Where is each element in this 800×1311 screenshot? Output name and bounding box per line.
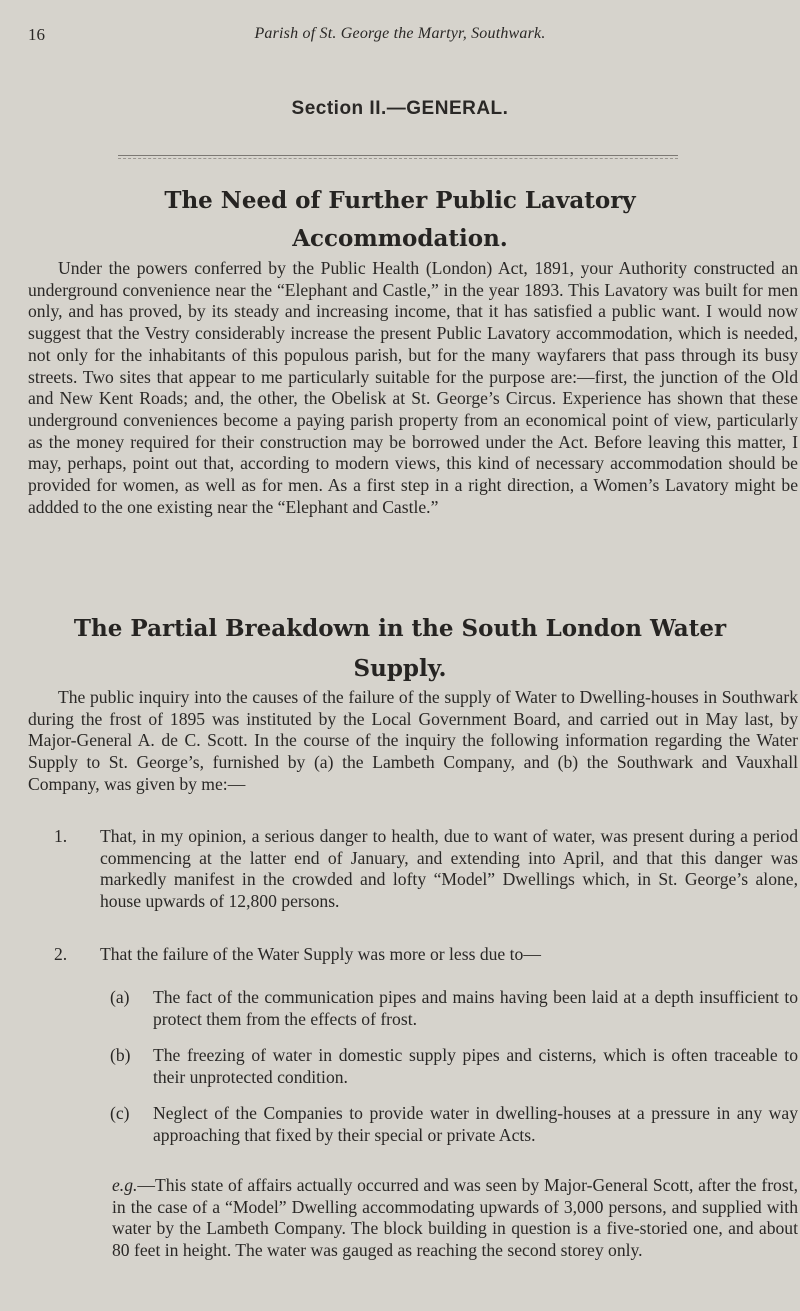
lavatory-paragraph-block: [28, 258, 798, 518]
list-item-number: 1.: [54, 826, 68, 846]
section-title: Section II.—GENERAL.: [291, 98, 509, 119]
list-item-1: [28, 826, 798, 913]
lavatory-paragraph: Under the powers conferred by the Public Health (London) Act, 1891, your Authority constructed an underground convenience near the “Elephant and Castle,” in the year 1893. This Lavatory was built for men only, and has proved, by its steady and increasing income, that it has satisfied a public want. I would now suggest that the Vestry considerably increase the present Public Lavatory accommodation, which is needed, not only for the inhabitants of this populous parish, but for the many wayfarers that pass through its busy streets. Two sites that appear to me particularly suitable for the purpose are:—first, the junction of the Old and New Kent Roads; and, the other, the Obelisk at St. George’s Circus. Experience has shown that these underground conveniences become a paying parish property from an economical point of view, particularly as the money required for their construction may be borrowed under the Act. Before leaving this matter, I may, perhaps, point out that, according to modern views, this kind of necessary accommodation should be provided for women, as well as for men. As a first step in a right direction, a Women’s Lavatory might be addded to the one existing near the “Elephant and Castle.”: [28, 258, 798, 517]
sub-item-a: [28, 987, 798, 1030]
running-title: Parish of St. George the Martyr, Southwark.: [254, 25, 546, 42]
list-item-2: [28, 944, 798, 966]
list-item-text: That the failure of the Water Supply was more or less due to—: [100, 944, 541, 964]
example-label: e.g.: [112, 1175, 138, 1195]
divider-rule: [118, 155, 678, 156]
page-number: 16: [28, 25, 45, 44]
list-item-text: That, in my opinion, a serious danger to health, due to want of water, was present during a period commencing at the latter end of January, and extending into April, and that this danger was markedly manifest in the crowded and lofty “Model” Dwellings which, in St. George’s alone, house upwards of 12,800 persons.: [100, 826, 798, 912]
sub-item-label: (b): [110, 1045, 131, 1065]
sub-item-text: Neglect of the Companies to provide water in dwelling-houses at a pressure in any way approaching that fixed by their special or private Acts.: [153, 1103, 798, 1145]
sub-item-text: The freezing of water in domestic supply pipes and cisterns, which is often traceable to their unprotected condition.: [153, 1045, 798, 1087]
example-text: —This state of affairs actually occurred and was seen by Major-General Scott, after the frost, in the case of a “Model” Dwelling accommodating upwards of 3,000 persons, and supplied with water by the Lambeth Company. The block building in question is a five-storied one, and about 80 feet in height. The water was gauged as reaching the second storey only.: [112, 1175, 798, 1261]
water-intro-block: [28, 687, 798, 796]
sub-item-label: (a): [110, 987, 130, 1007]
water-intro-paragraph: The public inquiry into the causes of the failure of the supply of Water to Dwelling-houses in Southwark during the frost of 1895 was instituted by the Local Government Board, and carried out in May last, by Major-General A. de C. Scott. In the course of the inquiry the following information regarding the Water Supply to St. George’s, furnished by (a) the Lambeth Company, and (b) the Southwark and Vauxhall Company, was given by me:—: [28, 687, 798, 794]
water-heading: The Partial Breakdown in the South London Water Supply.: [73, 615, 727, 682]
sub-item-text: The fact of the communication pipes and mains having been laid at a depth insufficient to protect them from the effects of frost.: [153, 987, 798, 1029]
lavatory-heading: The Need of Further Public Lavatory Accommodation.: [164, 187, 636, 252]
list-item-number: 2.: [54, 944, 68, 964]
divider-rule-dashed: [118, 158, 678, 159]
sub-item-b: [28, 1045, 798, 1088]
running-head: [28, 25, 772, 49]
example-paragraph: [28, 1175, 798, 1262]
sub-item-c: [28, 1103, 798, 1146]
sub-item-label: (c): [110, 1103, 130, 1123]
